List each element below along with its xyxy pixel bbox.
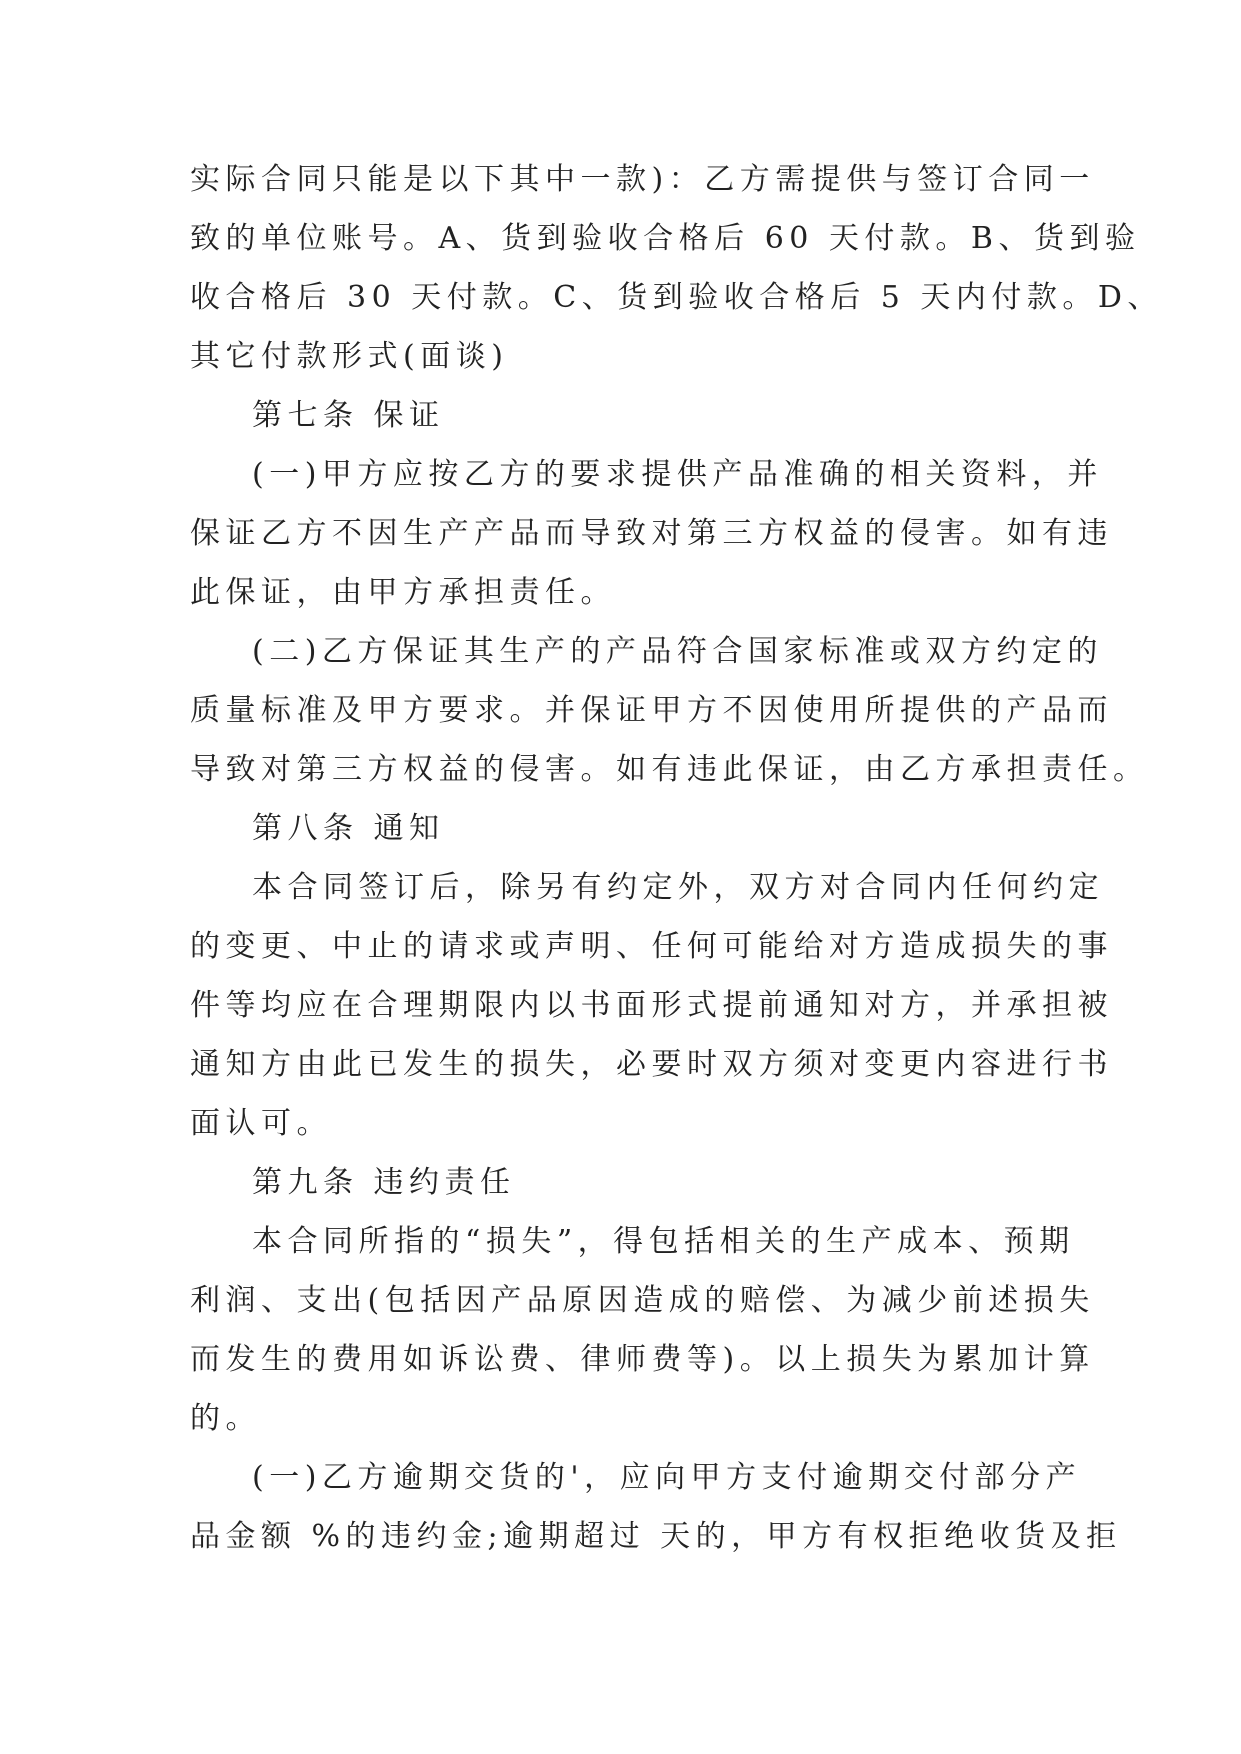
- text-line: 利润、支出(包括因产品原因造成的赔偿、为减少前述损失: [190, 1283, 1095, 1318]
- text-line: 致的单位账号。A、货到验收合格后 60 天付款。B、货到验: [190, 221, 1141, 256]
- text-line: 质量标准及甲方要求。并保证甲方不因使用所提供的产品而: [190, 693, 1113, 728]
- contract-page: [190, 150, 1163, 1566]
- text-line: (二)乙方保证其生产的产品符合国家标准或双方约定的: [252, 634, 1103, 669]
- text-line: 第七条 保证: [252, 398, 445, 433]
- text-line: 件等均应在合理期限内以书面形式提前通知对方，并承担被: [190, 988, 1113, 1023]
- text-line: 面认可。: [190, 1106, 332, 1141]
- text-line: 其它付款形式(面谈): [190, 339, 509, 374]
- text-line: 通知方由此已发生的损失，必要时双方须对变更内容进行书: [190, 1047, 1113, 1082]
- text-line: 本合同所指的“损失”，得包括相关的生产成本、预期: [252, 1224, 1075, 1259]
- text-line: (一)甲方应按乙方的要求提供产品准确的相关资料，并: [252, 457, 1103, 492]
- text-line: 实际合同只能是以下其中一款)：乙方需提供与签订合同一: [190, 162, 1095, 197]
- text-line: 收合格后 30 天付款。C、货到验收合格后 5 天内付款。D、: [190, 280, 1163, 315]
- text-line: (一)乙方逾期交货的'，应向甲方支付逾期交付部分产: [252, 1460, 1082, 1495]
- text-line: 第八条 通知: [252, 811, 445, 846]
- text-line: 本合同签订后，除另有约定外，双方对合同内任何约定: [252, 870, 1104, 905]
- text-line: 而发生的费用如诉讼费、律师费等)。以上损失为累加计算: [190, 1342, 1095, 1377]
- text-line: 的变更、中止的请求或声明、任何可能给对方造成损失的事: [190, 929, 1113, 964]
- text-line: 的。: [190, 1401, 261, 1436]
- text-line: 导致对第三方权益的侵害。如有违此保证，由乙方承担责任。: [190, 752, 1149, 787]
- text-line: 此保证，由甲方承担责任。: [190, 575, 616, 610]
- text-line: 品金额 %的违约金;逾期超过 天的，甲方有权拒绝收货及拒: [190, 1519, 1122, 1554]
- text-line: 保证乙方不因生产产品而导致对第三方权益的侵害。如有违: [190, 516, 1113, 551]
- text-line: 第九条 违约责任: [252, 1165, 516, 1200]
